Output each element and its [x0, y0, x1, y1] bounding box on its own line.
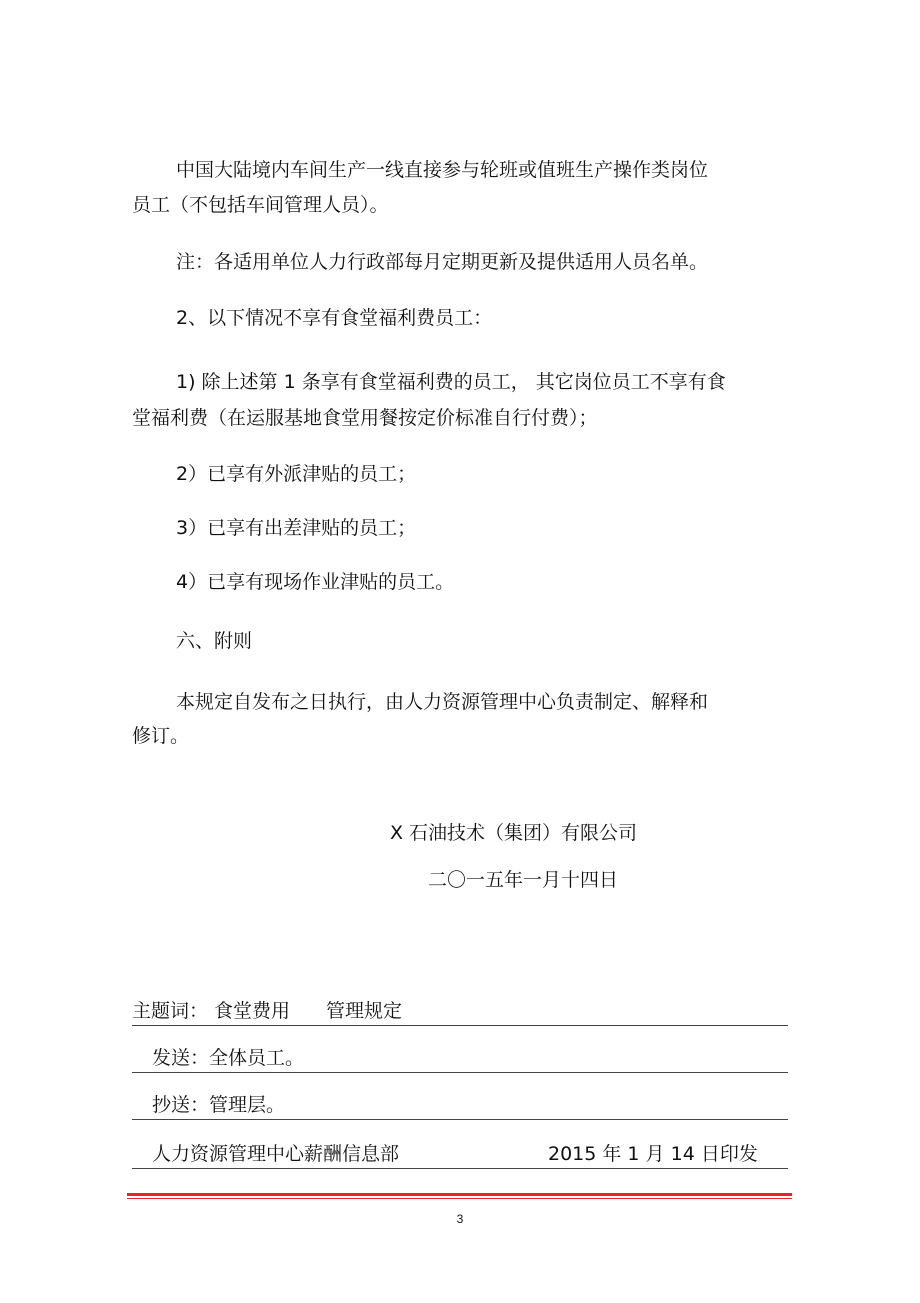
- red-divider-thick: [127, 1193, 792, 1196]
- item-4: 4）已享有现场作业津贴的员工。: [176, 571, 455, 593]
- signature-date: 二〇一五年一月十四日: [428, 869, 619, 891]
- company-name: X 石油技术（集团）有限公司: [390, 822, 638, 844]
- red-divider-thin: [127, 1198, 792, 1199]
- item-1-line-2: 堂福利费（在运服基地食堂用餐按定价标准自行付费）；: [132, 407, 598, 429]
- paragraph-1-line-1: 中国大陆境内车间生产一线直接参与轮班或值班生产操作类岗位: [176, 159, 709, 181]
- paragraph-1-line-2: 员工（不包括车间管理人员）。: [132, 194, 389, 216]
- issuer-row: [132, 1142, 788, 1169]
- note-paragraph: 注：各适用单位人力行政部每月定期更新及提供适用人员名单。: [176, 251, 709, 273]
- keyword-canteen-expense: 食堂费用: [214, 1000, 291, 1022]
- issue-date: 2015 年 1 月 14 日印发: [548, 1143, 758, 1165]
- final-paragraph-line-1: 本规定自发布之日执行，由人力资源管理中心负责制定、解释和: [176, 691, 709, 713]
- item-2: 2）已享有外派津贴的员工；: [176, 463, 417, 485]
- item-1-line-1: 1) 除上述第 1 条享有食堂福利费的员工， 其它岗位员工不享有食: [176, 371, 726, 393]
- send-to: 发送：全体员工。: [152, 1047, 305, 1069]
- item-3: 3）已享有出差津贴的员工；: [176, 517, 417, 539]
- copy-to: 抄送：管理层。: [152, 1094, 286, 1116]
- final-paragraph-line-2: 修订。: [132, 725, 190, 747]
- issuing-department: 人力资源管理中心薪酬信息部: [152, 1143, 400, 1165]
- section-6-heading: 六、附则: [176, 630, 253, 652]
- page-number: 3: [456, 1212, 464, 1226]
- keywords-row: [132, 999, 788, 1026]
- copy-to-row: [132, 1093, 788, 1120]
- send-to-row: [132, 1046, 788, 1073]
- keywords-label: 主题词：: [132, 1000, 209, 1022]
- keyword-management-rules: 管理规定: [326, 1000, 403, 1022]
- section-2-heading: 2、以下情况不享有食堂福利费员工：: [176, 307, 493, 329]
